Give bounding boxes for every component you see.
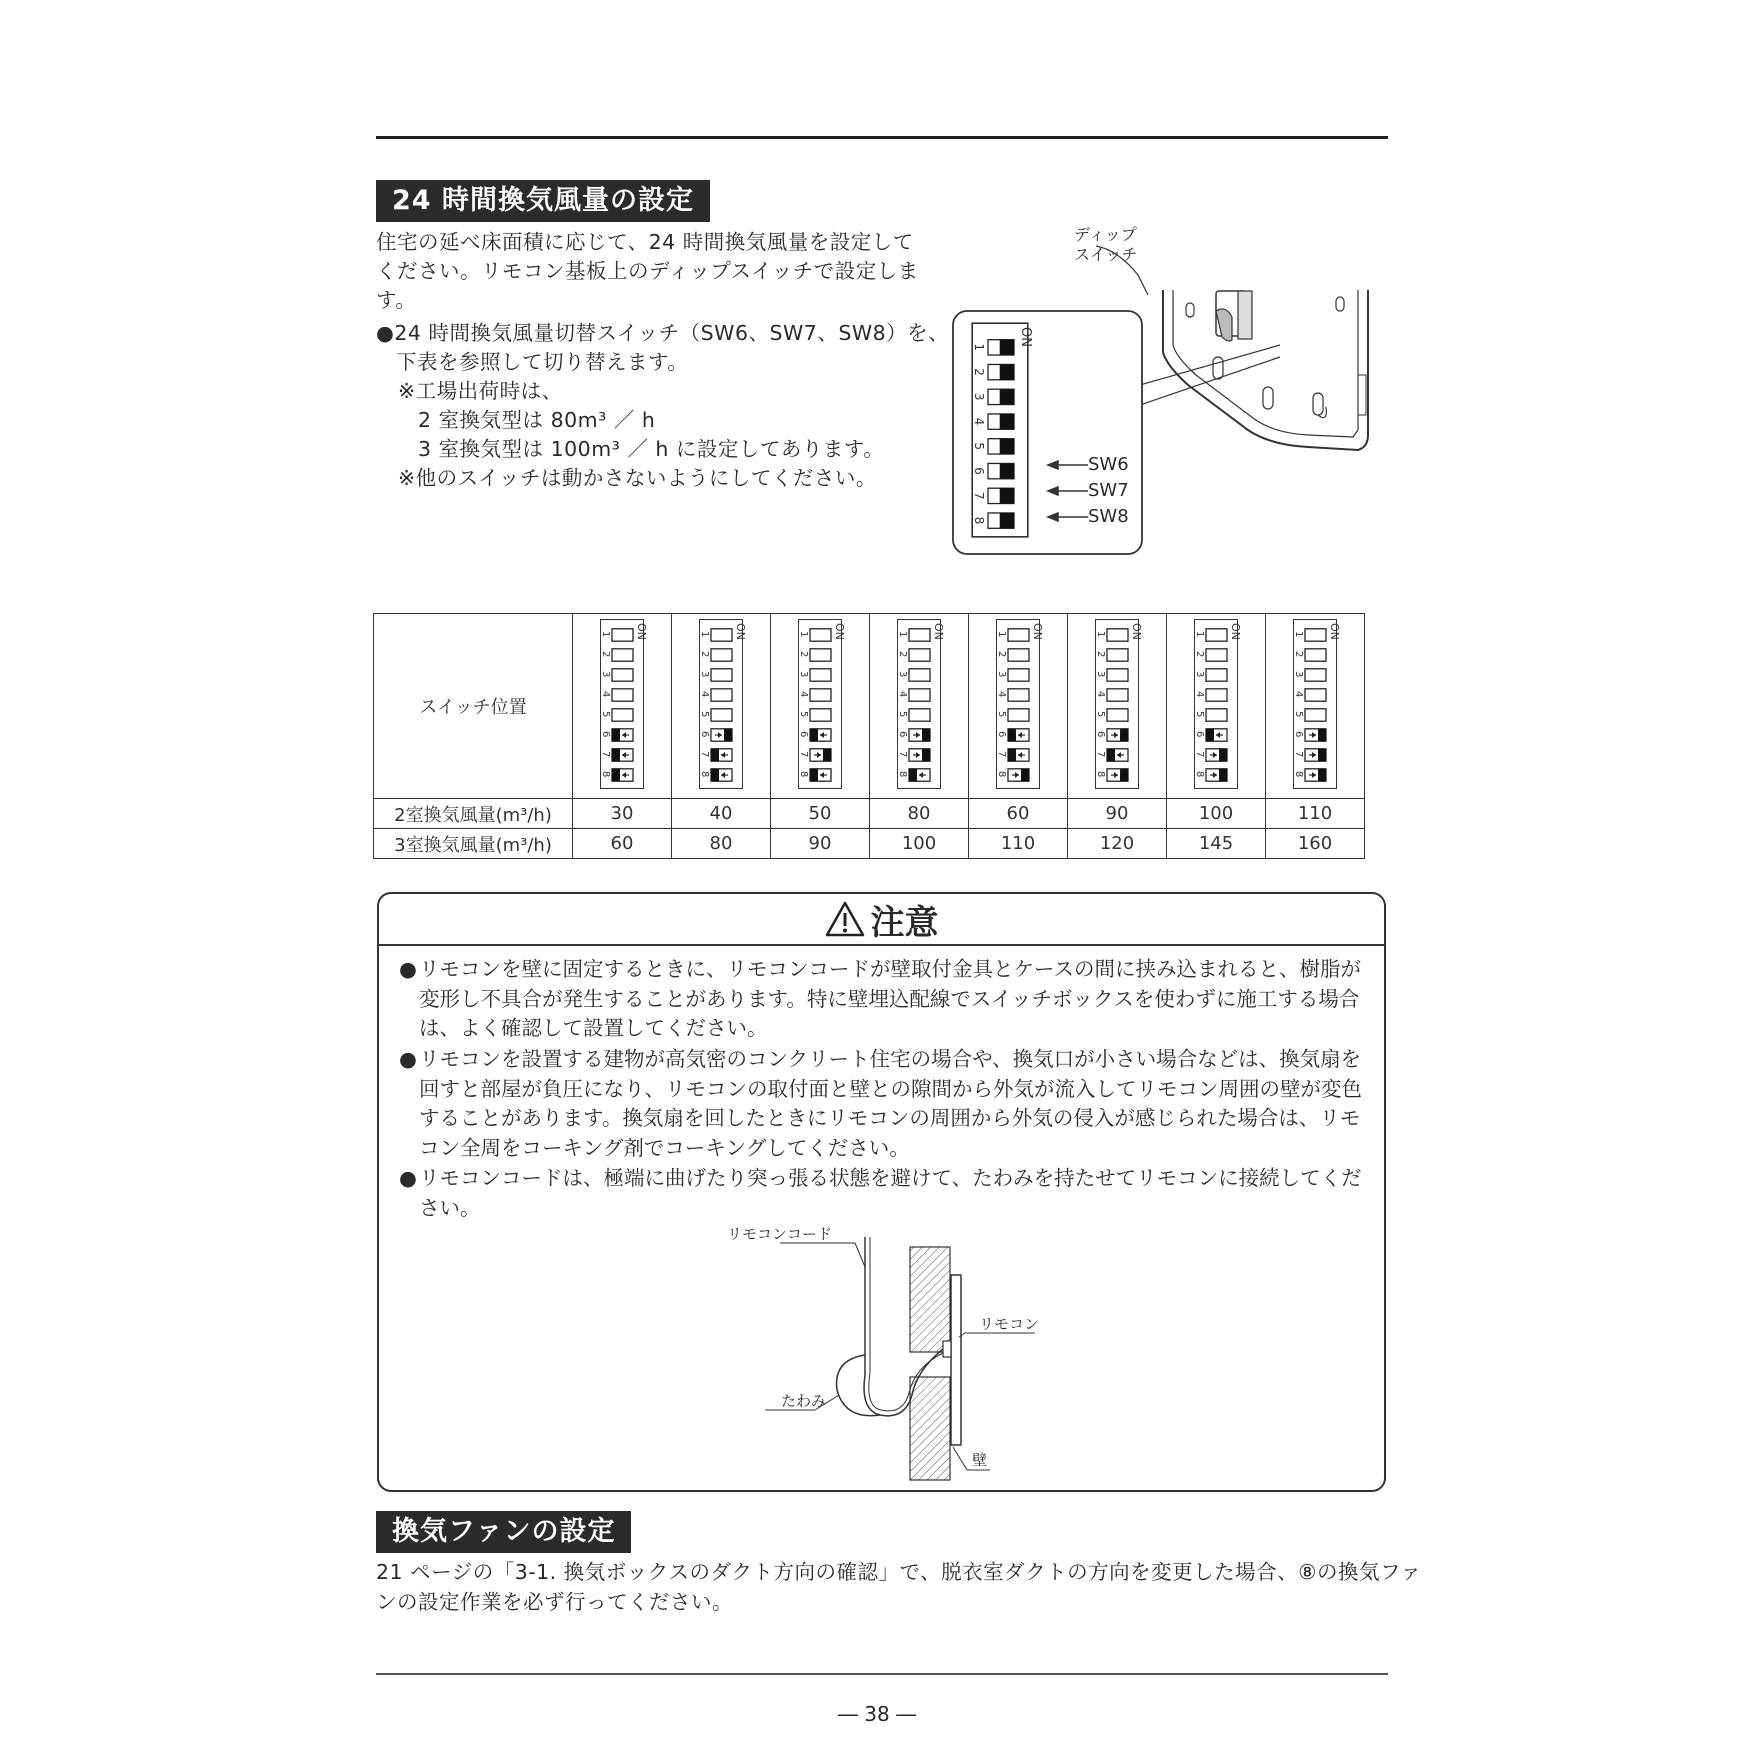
- switch-slot: [1206, 628, 1227, 640]
- switch-slot: [711, 628, 732, 640]
- switch-number: 4: [972, 417, 986, 426]
- caution-item: [399, 955, 1374, 1044]
- switch-number: 5: [1194, 710, 1205, 717]
- switch-number: 4: [1095, 690, 1106, 697]
- slack-label: たわみ: [781, 1392, 827, 1410]
- switch-knob: [1000, 414, 1014, 429]
- switch-slot: [612, 688, 633, 700]
- dip-setting-col-5: [996, 619, 1044, 794]
- caution-text: リモコンを設置する建物が高気密のコンクリート住宅の場合や、換気口が小さい場合などは、換気扇を回すと部屋が負圧になり、リモコンの取付面と壁との隙間から外気が流入してリモコン周囲の壁が変色することがあります。換気扇を回したときにリモコンの周囲から外気の侵入が感じられた場合は、リモコン全周をコーキング剤でコーキングしてください。: [419, 1047, 1362, 1160]
- switch-slot: [612, 668, 633, 680]
- wall-label: 壁: [972, 1451, 988, 1469]
- bullet-mark: ●: [399, 1047, 417, 1071]
- on-label: ON: [1031, 622, 1044, 640]
- switch-number: 2: [1194, 650, 1205, 657]
- switch-knob: [1000, 463, 1014, 478]
- fan-setting-line: 21 ページの「3-1. 換気ボックスのダクト方向の確認」で、脱衣室ダクトの方向を変更した場合、⑧の換気ファ: [376, 1560, 1422, 1584]
- switch-number: 3: [798, 670, 809, 677]
- switch-number: 6: [897, 730, 908, 737]
- sw-label-sw7: SW7: [1088, 480, 1129, 501]
- switch-slot: [1107, 628, 1128, 640]
- dip-switch-graphic: [798, 619, 846, 789]
- switch-slot: [1107, 668, 1128, 680]
- switch-slot: [1107, 708, 1128, 720]
- switch-position-header: スイッチ位置: [374, 614, 573, 799]
- caution-title: 注意: [870, 902, 939, 943]
- switch-knob: [1120, 768, 1128, 780]
- cell-2room: 110: [1266, 799, 1365, 829]
- switch-knob: [1021, 768, 1029, 780]
- switch-number: 5: [699, 710, 710, 717]
- switch-knob: [1000, 389, 1014, 404]
- dip-switch-graphic: [1095, 619, 1143, 789]
- switch-number: 3: [699, 670, 710, 677]
- switch-number: 1: [798, 630, 809, 637]
- switch-slot: [612, 708, 633, 720]
- cell-3room: 110: [969, 829, 1068, 859]
- bullet-mark: ●: [399, 1166, 417, 1190]
- switch-number: 8: [1194, 770, 1205, 777]
- switch-number: 6: [600, 730, 611, 737]
- switch-number: 8: [1293, 770, 1304, 777]
- switch-slot: [909, 628, 930, 640]
- switch-slot: [711, 668, 732, 680]
- switch-number: 7: [996, 750, 1007, 757]
- switch-number: 3: [1194, 670, 1205, 677]
- cell-2room: 60: [969, 799, 1068, 829]
- switch-number: 6: [996, 730, 1007, 737]
- caution-text: リモコンを壁に固定するときに、リモコンコードが壁取付金具とケースの間に挟み込まれると、樹脂が変形し不具合が発生することがあります。特に壁埋込配線でスイッチボックスを使わずに施工する場合は、よく確認して設置してください。: [419, 957, 1361, 1040]
- cell-3room: 100: [870, 829, 969, 859]
- switch-slot: [909, 688, 930, 700]
- bullet-line: [376, 319, 949, 348]
- caution-text: リモコンコードは、極端に曲げたり突っ張る状態を避けて、たわみを持たせてリモコンに接続してください。: [419, 1166, 1362, 1220]
- switch-number: 7: [972, 491, 986, 500]
- switch-number: 1: [972, 343, 986, 352]
- cell-2room: 30: [573, 799, 672, 829]
- on-label: ON: [635, 622, 648, 640]
- dip-switch-graphic: [699, 619, 747, 789]
- switch-knob: [724, 728, 732, 740]
- switch-number: 4: [897, 690, 908, 697]
- switch-number: 2: [1095, 650, 1106, 657]
- switch-slot: [1305, 688, 1326, 700]
- factory-note-2room: 2 室換気型は 80m³ ／ h: [418, 408, 656, 432]
- switch-slot: [909, 668, 930, 680]
- sw-label-sw6: SW6: [1088, 454, 1129, 475]
- dip-setting-col-2: [699, 619, 747, 794]
- switch-number: 6: [1293, 730, 1304, 737]
- caution-item: [399, 1164, 1374, 1223]
- switch-slot: [1305, 648, 1326, 660]
- switch-number: 5: [1095, 710, 1106, 717]
- cell-3room: 160: [1266, 829, 1365, 859]
- on-label: ON: [932, 622, 945, 640]
- switch-number: 8: [600, 770, 611, 777]
- page-number: ― 38 ―: [837, 1702, 917, 1726]
- switch-number: 6: [1095, 730, 1106, 737]
- switch-number: 1: [1194, 630, 1205, 637]
- switch-number: 8: [897, 770, 908, 777]
- dip-label-line: スイッチ: [1074, 245, 1138, 264]
- bottom-rule: [376, 1673, 1388, 1675]
- switch-slot: [1305, 628, 1326, 640]
- dip-switch-diagram: [948, 225, 1388, 561]
- switch-number: 6: [699, 730, 710, 737]
- cell-2room: 40: [672, 799, 771, 829]
- switch-knob: [612, 748, 620, 760]
- cell-2room: 50: [771, 799, 870, 829]
- switch-number: 4: [699, 690, 710, 697]
- switch-number: 3: [972, 392, 986, 401]
- dip-setting-col-8: [1293, 619, 1341, 794]
- switch-slot: [810, 708, 831, 720]
- switch-knob: [1318, 768, 1326, 780]
- switch-number: 4: [1293, 690, 1304, 697]
- intro-line: 住宅の延べ床面積に応じて、24 時間換気風量を設定して: [376, 230, 914, 254]
- switch-knob: [1000, 364, 1014, 379]
- dip-switch-label: [1074, 225, 1137, 265]
- dip-switch-graphic: [972, 323, 1033, 537]
- switch-knob: [1008, 728, 1016, 740]
- switch-number: 7: [798, 750, 809, 757]
- switch-number: 8: [699, 770, 710, 777]
- switch-knob: [810, 728, 818, 740]
- switch-number: 1: [699, 630, 710, 637]
- switch-number: 1: [1095, 630, 1106, 637]
- intro-line: す。: [376, 288, 417, 312]
- cell-2room: 80: [870, 799, 969, 829]
- switch-slot: [1107, 648, 1128, 660]
- switch-number: 8: [798, 770, 809, 777]
- switch-number: 4: [1194, 690, 1205, 697]
- on-label: ON: [1328, 622, 1341, 640]
- switch-number: 7: [1293, 750, 1304, 757]
- switch-number: 2: [996, 650, 1007, 657]
- dip-switch-graphic: [1194, 619, 1242, 789]
- dip-setting-col-6: [1095, 619, 1143, 794]
- switch-slot: [1305, 668, 1326, 680]
- dip-switch-graphic: [1293, 619, 1341, 789]
- on-label: ON: [1018, 327, 1033, 347]
- caution-item: [399, 1045, 1374, 1163]
- switch-slot: [1008, 628, 1029, 640]
- switch-number: 3: [996, 670, 1007, 677]
- switch-number: 1: [996, 630, 1007, 637]
- bullet-line: 下表を参照して切り替えます。: [396, 350, 689, 374]
- cord-slack-illustration: [715, 1225, 1075, 1485]
- dip-setting-col-7: [1194, 619, 1242, 794]
- remote-label: リモコン: [979, 1315, 1040, 1333]
- section-title-fan-setting: 換気ファンの設定: [376, 1511, 631, 1553]
- switch-number: 5: [798, 710, 809, 717]
- warning-triangle-icon: [825, 901, 865, 937]
- switch-knob: [1000, 513, 1014, 528]
- switch-knob: [909, 768, 917, 780]
- switch-knob: [810, 768, 818, 780]
- switch-knob: [711, 748, 719, 760]
- switch-number: 4: [996, 690, 1007, 697]
- switch-slot: [810, 668, 831, 680]
- section-title-ventilation-volume: 24 時間換気風量の設定: [376, 180, 710, 222]
- switch-slot: [1206, 688, 1227, 700]
- switch-number: 8: [972, 516, 986, 525]
- cell-3room: 80: [672, 829, 771, 859]
- dip-label-line: ディップ: [1074, 225, 1137, 244]
- switch-number: 4: [798, 690, 809, 697]
- switch-number: 5: [996, 710, 1007, 717]
- switch-slot: [1008, 668, 1029, 680]
- switch-slot: [1008, 648, 1029, 660]
- bullet-text: 24 時間換気風量切替スイッチ（SW6、SW7、SW8）を、: [394, 321, 950, 345]
- dip-setting-col-1: [600, 619, 648, 794]
- sw-label-sw8: SW8: [1088, 506, 1129, 527]
- switch-slot: [711, 708, 732, 720]
- switch-knob: [1318, 748, 1326, 760]
- switch-number: 3: [600, 670, 611, 677]
- switch-knob: [1008, 748, 1016, 760]
- row-label-3room: 3室換気風量(m³/h): [374, 829, 573, 859]
- switch-number: 3: [1293, 670, 1304, 677]
- switch-slot: [1107, 688, 1128, 700]
- cell-3room: 90: [771, 829, 870, 859]
- other-switch-note: ※他のスイッチは動かさないようにしてください。: [398, 466, 877, 490]
- switch-knob: [922, 748, 930, 760]
- switch-slot: [909, 708, 930, 720]
- switch-knob: [1000, 488, 1014, 503]
- switch-knob: [1107, 748, 1115, 760]
- switch-number: 7: [1095, 750, 1106, 757]
- factory-note-3room: 3 室換気型は 100m³ ／ h に設定してあります。: [418, 437, 885, 461]
- on-label: ON: [734, 622, 747, 640]
- switch-number: 2: [1293, 650, 1304, 657]
- switch-number: 5: [897, 710, 908, 717]
- dip-setting-col-4: [897, 619, 945, 794]
- on-label: ON: [833, 622, 846, 640]
- switch-slot: [711, 688, 732, 700]
- switch-slot: [810, 648, 831, 660]
- switch-slot: [909, 648, 930, 660]
- cell-3room: 60: [573, 829, 672, 859]
- bullet-mark: ●: [376, 321, 395, 345]
- switch-number: 2: [600, 650, 611, 657]
- switch-number: 5: [600, 710, 611, 717]
- switch-number: 8: [1095, 770, 1106, 777]
- switch-slot: [711, 648, 732, 660]
- factory-note-label: ※工場出荷時は、: [398, 379, 563, 403]
- cell-2room: 100: [1167, 799, 1266, 829]
- switch-knob: [922, 728, 930, 740]
- switch-number: 7: [699, 750, 710, 757]
- cord-label: リモコンコード: [727, 1225, 833, 1243]
- dip-setting-col-3: [798, 619, 846, 794]
- switch-number: 4: [600, 690, 611, 697]
- row-label-2room: 2室換気風量(m³/h): [374, 799, 573, 829]
- switch-number: 6: [798, 730, 809, 737]
- switch-number: 8: [996, 770, 1007, 777]
- switch-number: 7: [600, 750, 611, 757]
- switch-slot: [1206, 668, 1227, 680]
- switch-number: 5: [972, 442, 986, 451]
- dip-switch-graphic: [600, 619, 648, 789]
- switch-slot: [1206, 648, 1227, 660]
- fan-setting-line: ンの設定作業を必ず行ってください。: [376, 1590, 733, 1614]
- on-label: ON: [1130, 622, 1143, 640]
- switch-number: 5: [1293, 710, 1304, 717]
- dip-switch-graphic: [897, 619, 945, 789]
- switch-number: 2: [972, 368, 986, 376]
- switch-slot: [612, 628, 633, 640]
- switch-number: 2: [798, 650, 809, 657]
- remote-cord-diagram: [715, 1225, 1075, 1485]
- switch-slot: [1305, 708, 1326, 720]
- caution-header: [379, 894, 1384, 946]
- cell-3room: 145: [1167, 829, 1266, 859]
- switch-knob: [1000, 340, 1014, 355]
- sw-arrows: [1048, 461, 1090, 521]
- switch-number: 7: [1194, 750, 1205, 757]
- switch-knob: [1000, 439, 1014, 454]
- switch-number: 3: [1095, 670, 1106, 677]
- switch-slot: [1008, 708, 1029, 720]
- switch-number: 6: [972, 467, 986, 475]
- switch-knob: [612, 728, 620, 740]
- dip-switch-graphic: [996, 619, 1044, 789]
- switch-knob: [1206, 728, 1214, 740]
- switch-knob: [1318, 728, 1326, 740]
- switch-number: 2: [699, 650, 710, 657]
- switch-knob: [1120, 728, 1128, 740]
- switch-knob: [823, 748, 831, 760]
- switch-slot: [1206, 708, 1227, 720]
- switch-number: 2: [897, 650, 908, 657]
- switch-number: 7: [897, 750, 908, 757]
- switch-number: 6: [1194, 730, 1205, 737]
- switch-number: 3: [897, 670, 908, 677]
- dip-switch-zoom: [972, 323, 1033, 537]
- switch-slot: [1008, 688, 1029, 700]
- switch-slot: [810, 688, 831, 700]
- switch-knob: [1219, 768, 1227, 780]
- switch-knob: [711, 768, 719, 780]
- bullet-mark: ●: [399, 957, 417, 981]
- switch-slot: [810, 628, 831, 640]
- switch-number: 1: [897, 630, 908, 637]
- switch-slot: [612, 648, 633, 660]
- switch-number: 1: [600, 630, 611, 637]
- cell-2room: 90: [1068, 799, 1167, 829]
- intro-line: ください。リモコン基板上のディップスイッチで設定しま: [376, 259, 919, 283]
- switch-knob: [1219, 748, 1227, 760]
- cell-3room: 120: [1068, 829, 1167, 859]
- switch-settings-table: [373, 613, 1365, 859]
- switch-number: 1: [1293, 630, 1304, 637]
- on-label: ON: [1229, 622, 1242, 640]
- switch-knob: [612, 768, 620, 780]
- top-rule: [376, 136, 1388, 139]
